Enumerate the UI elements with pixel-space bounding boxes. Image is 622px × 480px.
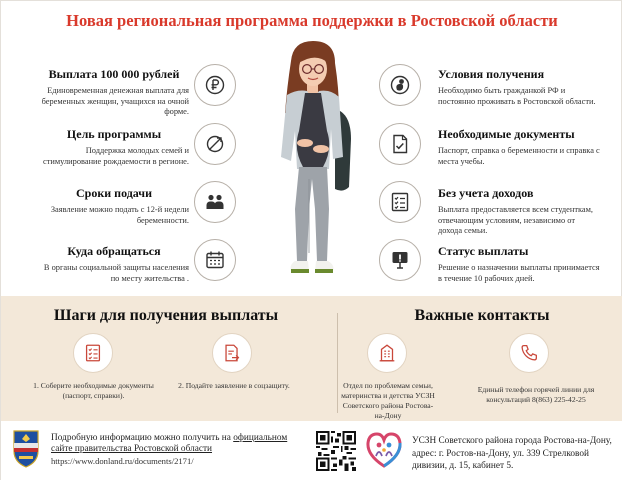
income-block <box>438 186 600 237</box>
document-check-icon <box>379 123 421 165</box>
hotline-text: Единый телефон горячей линии для консультаций 8(863) 225-42-25 <box>477 385 595 404</box>
documents-text: Паспорт, справка о беременности и справка с места учебы. <box>438 146 600 166</box>
income-heading: Без учета доходов <box>438 186 534 200</box>
step-2-text: 2. Подайте заявление в соцзащиту. <box>178 381 290 390</box>
step-1-checklist-icon <box>73 333 113 373</box>
footer-url[interactable]: https://www.donland.ru/documents/2171/ <box>51 456 194 466</box>
alert-sign-icon <box>379 239 421 281</box>
footer-info <box>51 433 301 467</box>
footer-address: УСЗН Советского района города Ростова-на-Дону, адрес: г. Ростов-на-Дону, ул. 339 Стрелковой дивизии, д. 15, кабинет 5. <box>412 436 612 471</box>
footer-info-prefix: Подробную информацию можно получить на <box>51 433 234 443</box>
checklist-icon <box>379 181 421 223</box>
program-goal-text: Поддержка молодых семей и стимулирование рождаемости в регионе. <box>43 146 189 166</box>
ruble-coin-icon <box>194 64 236 106</box>
submission-period-text: Заявление можно подать с 12-й недели беременности. <box>50 205 189 225</box>
conditions-block <box>438 67 600 107</box>
conditions-heading: Условия получения <box>438 67 545 81</box>
calendar-icon <box>194 239 236 281</box>
submission-period-heading: Сроки подачи <box>75 186 152 200</box>
building-icon <box>367 333 407 373</box>
pregnant-student-illustration <box>247 39 377 287</box>
documents-block <box>438 127 600 167</box>
baby-fetus-icon <box>379 64 421 106</box>
step-2-document-send-icon <box>212 333 252 373</box>
qr-code-icon <box>316 431 356 471</box>
documents-heading: Необходимые документы <box>438 127 575 141</box>
phone-icon <box>509 333 549 373</box>
people-icon <box>194 181 236 223</box>
government-site-link[interactable]: официальном сайте правительства Ростовской области <box>51 433 288 454</box>
steps-title: Шаги для получения выплаты <box>53 307 279 324</box>
family-heart-logo-icon <box>363 430 405 470</box>
conditions-text: Необходимо быть гражданкой РФ и постоянно проживать в Ростовской области. <box>438 86 596 106</box>
target-arrow-icon <box>194 123 236 165</box>
family-department-text: Отдел по проблемам семьи, материнства и детства УСЗН Советского района Ростова-на-Дону <box>341 381 435 420</box>
payment-amount-heading: Выплата 100 000 рублей <box>48 67 180 81</box>
status-block <box>438 244 600 284</box>
program-goal-block <box>39 127 189 167</box>
payment-amount-block <box>39 67 189 118</box>
rostov-coat-of-arms-icon <box>11 429 41 469</box>
step-1-text: 1. Соберите необходимые документы (паспорт, справки). <box>33 381 154 400</box>
status-text: Решение о назначении выплаты принимается в течение 10 рабочих дней. <box>438 263 600 283</box>
page-title: Новая региональная программа поддержки в Ростовской области <box>66 11 558 30</box>
where-to-apply-block <box>39 244 189 284</box>
submission-period-block <box>39 186 189 226</box>
program-goal-heading: Цель программы <box>66 127 162 141</box>
contacts-title: Важные контакты <box>414 307 550 324</box>
status-heading: Статус выплаты <box>438 244 529 258</box>
payment-amount-text: Единовременная денежная выплата для беременных женщин, учащихся на очной форме. <box>41 86 189 116</box>
where-to-apply-text: В органы социальной защиты населения по месту жительства . <box>43 263 189 283</box>
where-to-apply-heading: Куда обращаться <box>67 244 161 258</box>
income-text: Выплата предоставляется всем студенткам, отвечающим условиям, независимо от дохода семьи. <box>438 205 594 235</box>
